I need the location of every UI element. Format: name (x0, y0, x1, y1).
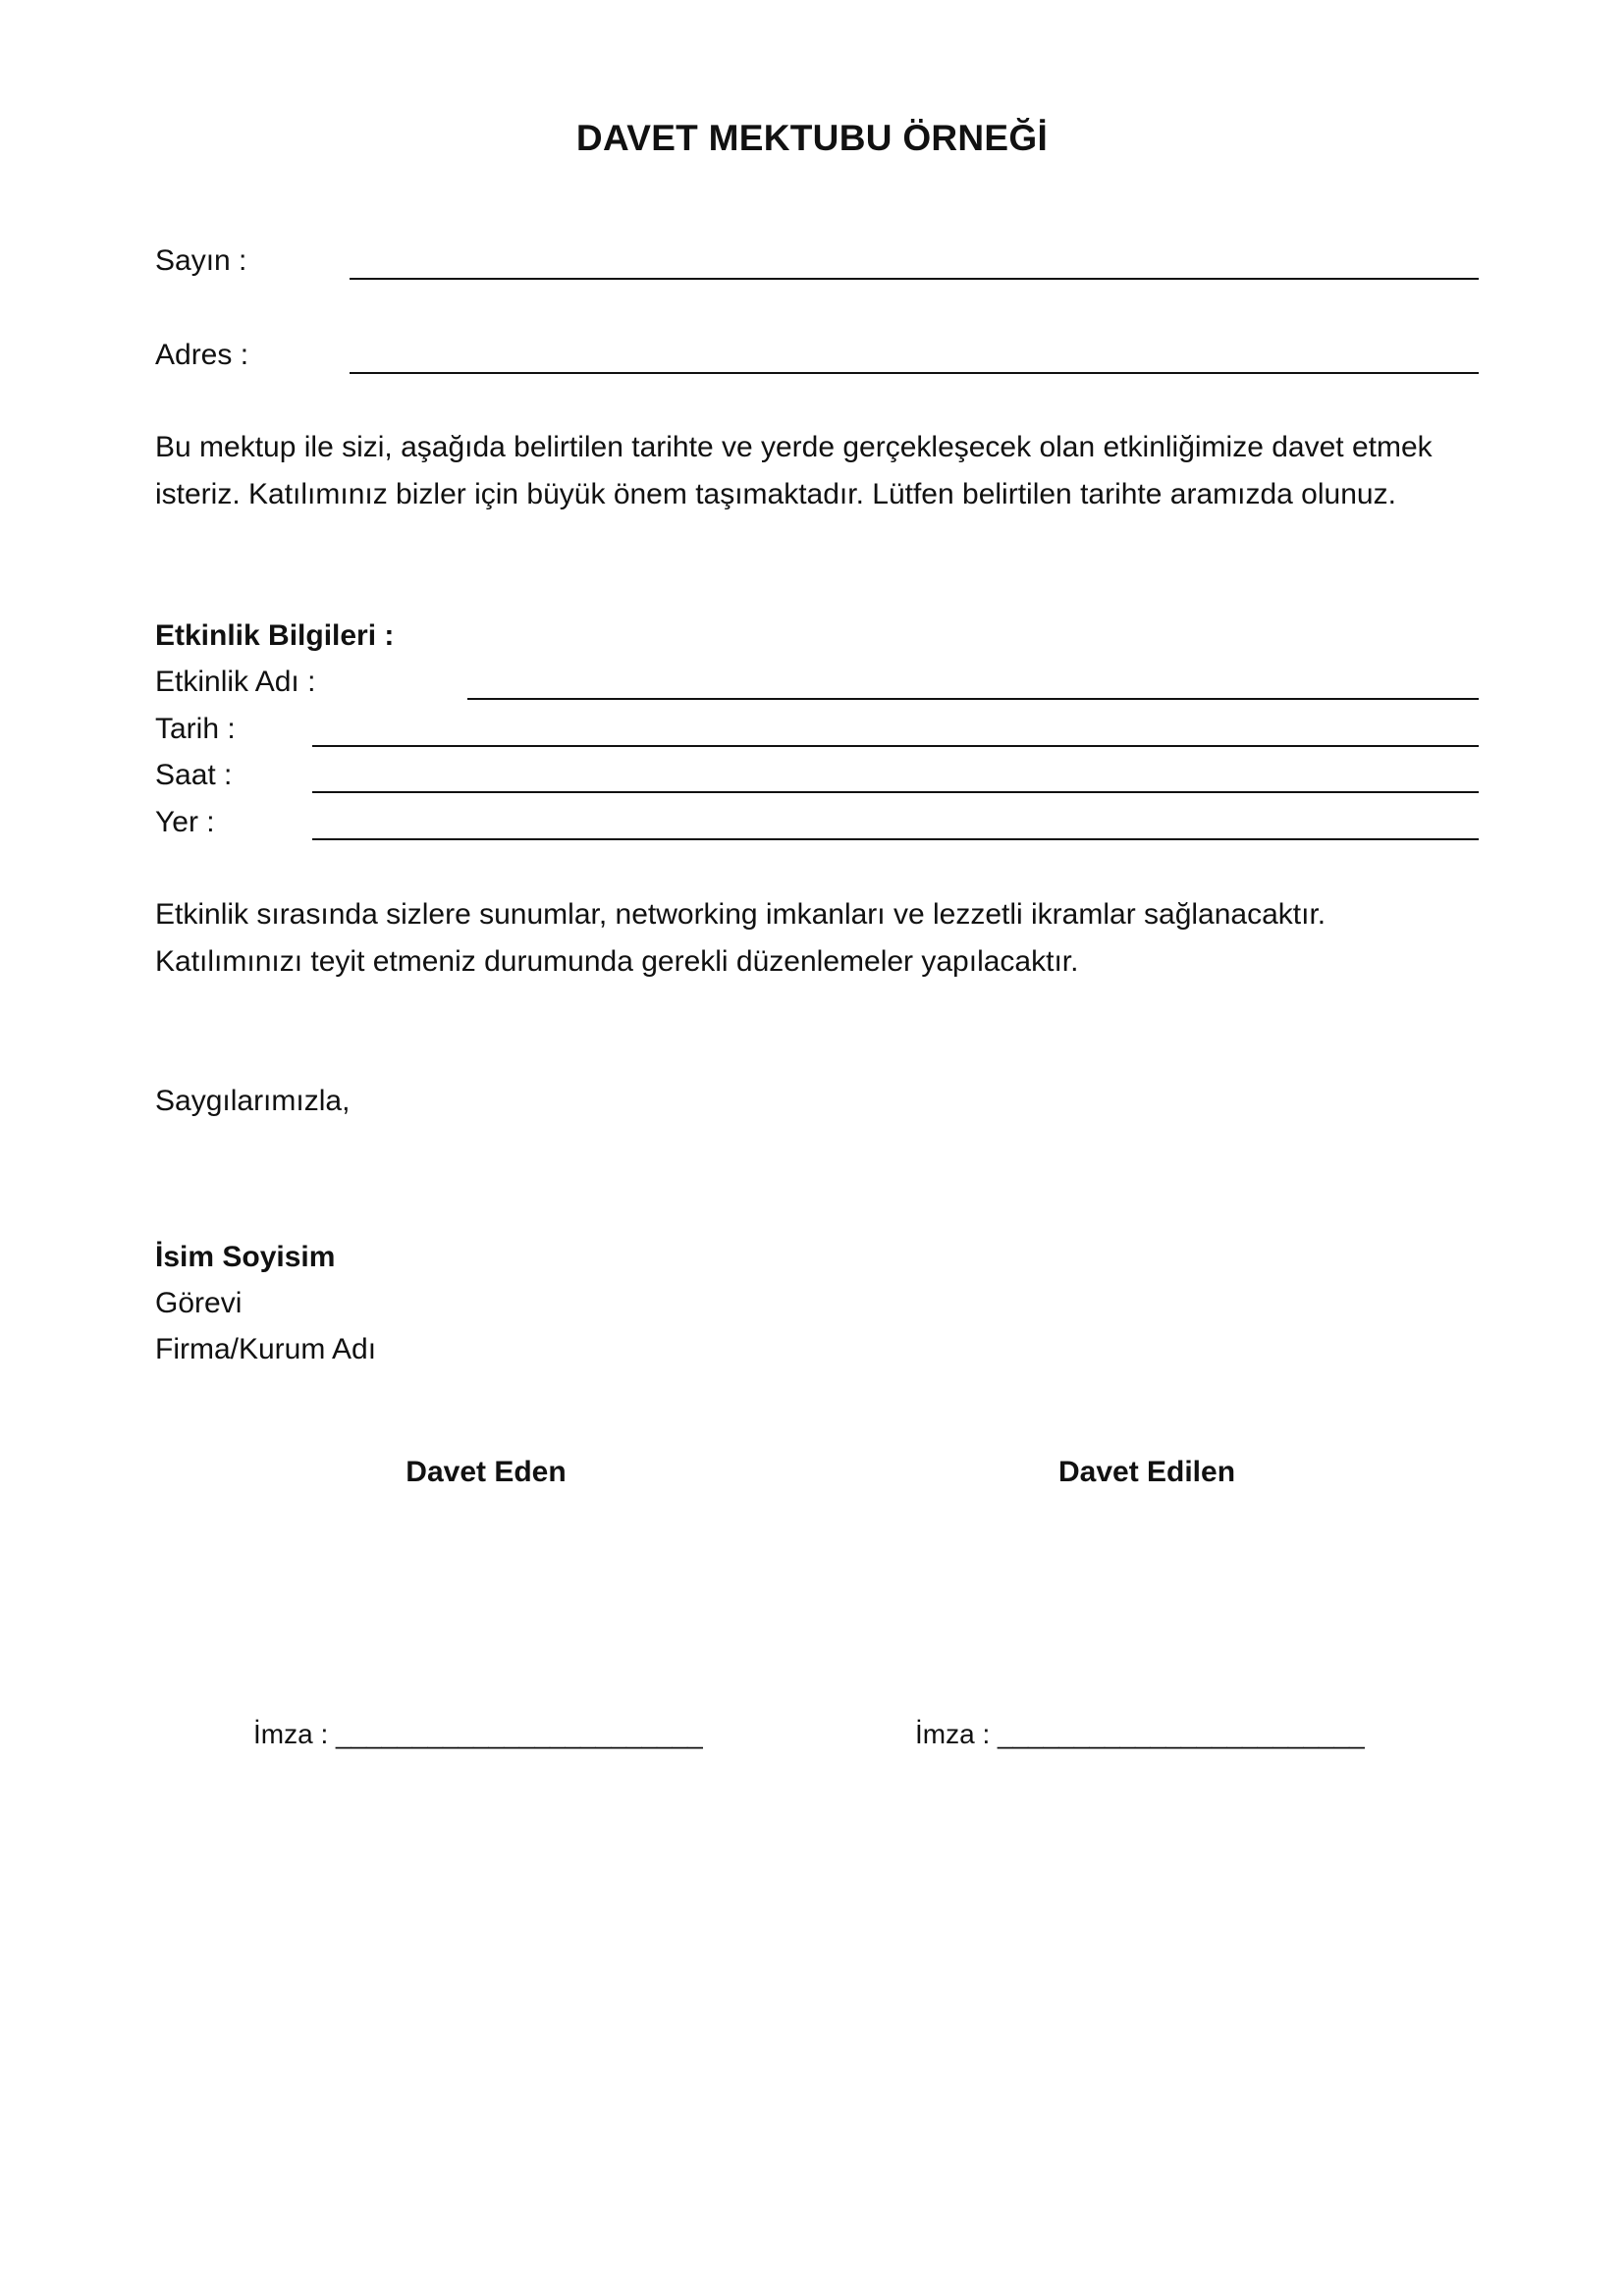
details-line-1: Etkinlik sırasında sizlere sunumlar, networking imkanları ve lezzetli ikramlar sağlanacaktır. (155, 898, 1326, 931)
details-paragraph (155, 891, 1490, 986)
closing-text: Saygılarımızla, (155, 1085, 351, 1117)
recipient-name-label: Sayın : (155, 244, 247, 277)
sender-company: Firma/Kurum Adı (155, 1333, 377, 1365)
recipient-name-field[interactable] (350, 278, 1479, 280)
event-heading: Etkinlik Bilgileri : (155, 619, 395, 652)
event-name-field[interactable] (467, 698, 1479, 700)
invitee-heading: Davet Edilen (1057, 1456, 1236, 1488)
event-name-label: Etkinlik Adı : (155, 666, 316, 698)
event-date-label: Tarih : (155, 713, 236, 745)
details-line-2: Katılımınızı teyit etmeniz durumunda gerekli düzenlemeler yapılacaktır. (155, 945, 1079, 978)
intro-line-2: isteriz. Katılımınız bizler için büyük önem taşımaktadır. Lütfen belirtilen tarihte aramızda olunuz. (155, 478, 1396, 510)
document-title: DAVET MEKTUBU ÖRNEĞİ (575, 118, 1049, 158)
inviter-heading: Davet Eden (406, 1456, 567, 1488)
sender-position: Görevi (155, 1287, 243, 1319)
sender-name: İsim Soyisim (155, 1241, 336, 1273)
event-place-label: Yer : (155, 806, 215, 838)
event-date-field[interactable] (312, 745, 1479, 747)
recipient-address-label: Adres : (155, 339, 249, 371)
invitee-signature[interactable]: İmza : ________________________ (915, 1719, 1365, 1749)
inviter-signature[interactable]: İmza : ________________________ (253, 1719, 703, 1749)
event-time-field[interactable] (312, 791, 1479, 793)
recipient-address-field[interactable] (350, 372, 1479, 374)
event-place-field[interactable] (312, 838, 1479, 840)
intro-line-1: Bu mektup ile sizi, aşağıda belirtilen tarihte ve yerde gerçekleşecek olan etkinliğimize davet etmek (155, 431, 1433, 463)
event-time-label: Saat : (155, 759, 233, 791)
intro-paragraph (155, 424, 1490, 518)
